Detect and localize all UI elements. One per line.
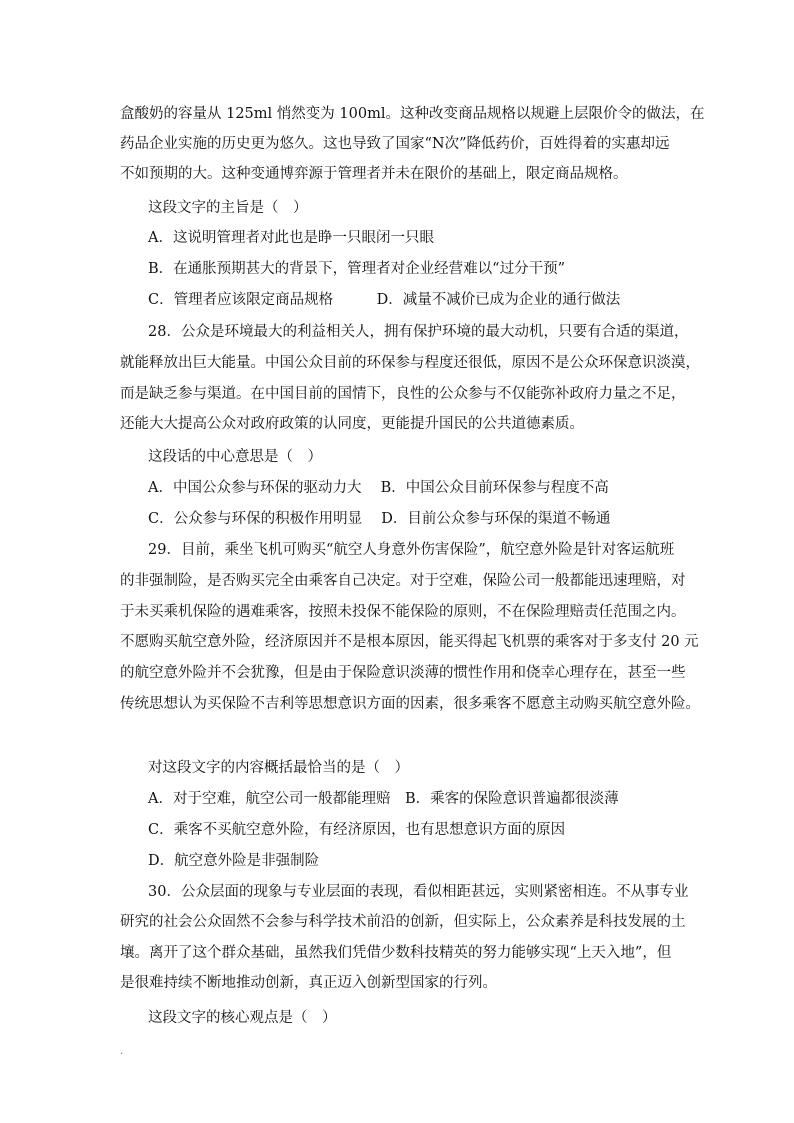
answer-option: C．乘客不买航空意外险，有经济原因，也有思想意识方面的原因 (148, 822, 566, 838)
passage-line: 的非强制险，是否购买完全由乘客自己决定。对于空难，保险公司一般都能迅速理赔，对 (120, 573, 686, 589)
passage-line: 研究的社会公众固然不会参与科学技术前沿的创新，但实际上，公众素养是科技发展的土 (120, 914, 686, 930)
question-prompt: 这段文字的核心观点是（ ） (148, 1010, 337, 1026)
question-prompt: 这段话的中心意思是（ ） (148, 449, 322, 465)
question-28-text: 28．公众是环境最大的利益相关人，拥有保护环境的最大动机，只要有合适的渠道， (148, 324, 689, 340)
answer-option: D．航空意外险是非强制险 (148, 853, 320, 869)
answer-option: A．中国公众参与环保的驱动力大 B．中国公众目前环保参与程度不高 (148, 480, 609, 496)
question-29-text: 29．目前，乘坐飞机可购买“航空人身意外伤害保险”，航空意外险是针对客运航班 (148, 542, 675, 558)
answer-option: A．这说明管理者对此也是睁一只眼闭一只眼 (148, 230, 434, 246)
passage-line: 于未买乘机保险的遇难乘客，按照未投保不能保险的原则，不在保险理赔责任范围之内。 (120, 604, 686, 620)
answer-option: A．对于空难，航空公司一般都能理赔 B．乘客的保险意识普遍都很淡薄 (148, 791, 619, 807)
passage-line: 的航空意外险并不会犹豫，但是由于保险意识淡薄的惯性作用和侥幸心理存在，甚至一些 (120, 665, 686, 681)
answer-option: C．公众参与环保的积极作用明显 D．目前公众参与环保的渠道不畅通 (148, 511, 611, 527)
question-prompt: 对这段文字的内容概括最恰当的是（ ） (148, 760, 409, 776)
passage-line: 还能大大提高公众对政府政策的认同度，更能提升国民的公共道德素质。 (120, 416, 584, 432)
answer-option: B．在通胀预期甚大的背景下，管理者对企业经营难以“过分干预” (148, 261, 565, 277)
passage-line: 药品企业实施的历史更为悠久。这也导致了国家“N次”降低药价，百姓得着的实惠却远 (120, 136, 670, 152)
passage-line: 是很难持续不断地推动创新，真正迈入创新型国家的行列。 (120, 975, 497, 991)
answer-option: C．管理者应该限定商品规格 D．减量不减价已成为企业的通行做法 (148, 292, 621, 308)
footer-mark: . (120, 1046, 124, 1057)
passage-line: 壤。离开了这个群众基础，虽然我们凭借少数科技精英的努力能够实现“上天入地”，但 (120, 945, 672, 961)
question-30-text: 30．公众层面的现象与专业层面的表现，看似相距甚远，实则紧密相连。不从事专业 (148, 884, 689, 900)
passage-line: 盒酸奶的容量从 125ml 悄然变为 100ml。这种改变商品规格以规避上层限价令的做法，在 (120, 106, 705, 122)
question-prompt: 这段文字的主旨是（ ） (148, 200, 308, 216)
passage-line: 不如预期的大。这种变通博弈源于管理者并未在限价的基础上，限定商品规格。 (120, 166, 628, 182)
passage-line: 传统思想认为买保险不吉利等思想意识方面的因素，很多乘客不愿意主动购买航空意外险。 (120, 696, 700, 712)
passage-line: 而是缺乏参与渠道。在中国目前的国情下，良性的公众参与不仅能弥补政府力量之不足， (120, 386, 686, 402)
passage-line: 就能释放出巨大能量。中国公众目前的环保参与程度还很低，原因不是公众环保意识淡漠， (120, 355, 700, 371)
passage-line: 不愿购买航空意外险，经济原因并不是根本原因，能买得起飞机票的乘客对于多支付 20 元 (120, 634, 699, 650)
